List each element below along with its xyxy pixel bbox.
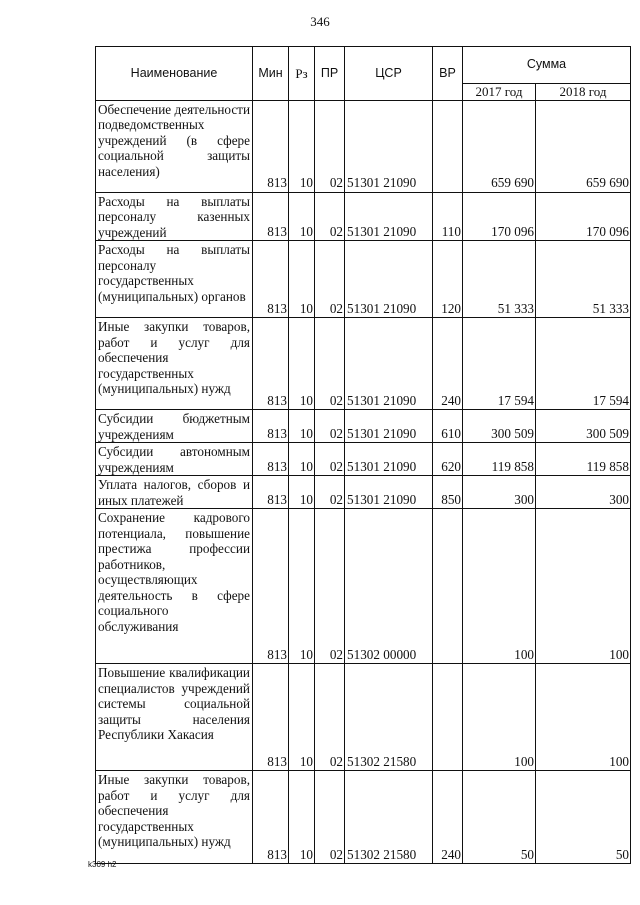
row-sum-2017: 17 594 [463, 318, 536, 410]
row-pr: 02 [315, 476, 345, 509]
row-pr: 02 [315, 771, 345, 864]
row-sum-2018: 100 [536, 509, 631, 664]
row-sum-2018: 17 594 [536, 318, 631, 410]
row-pr: 02 [315, 100, 345, 192]
row-vr: 120 [433, 241, 463, 318]
row-rz: 10 [289, 664, 315, 771]
row-name: Субсидии бюджетным учреждениям [96, 410, 253, 443]
row-name: Повышение квалификации специалистов учреждений системы социальной защиты населения Республики Хакасия [96, 664, 253, 771]
row-rz: 10 [289, 318, 315, 410]
row-sum-2017: 170 096 [463, 192, 536, 241]
row-name: Расходы на выплаты персоналу казенных учреждений [96, 192, 253, 241]
row-vr [433, 100, 463, 192]
row-csr: 51302 21580 [345, 771, 433, 864]
row-sum-2018: 119 858 [536, 443, 631, 476]
table-row [96, 410, 631, 443]
table-row [96, 443, 631, 476]
row-sum-2017: 50 [463, 771, 536, 864]
header-name: Наименование [96, 47, 253, 101]
row-sum-2018: 51 333 [536, 241, 631, 318]
row-rz: 10 [289, 509, 315, 664]
row-csr: 51302 21580 [345, 664, 433, 771]
table-row [96, 476, 631, 509]
row-rz: 10 [289, 100, 315, 192]
budget-table [95, 46, 631, 864]
row-sum-2017: 100 [463, 509, 536, 664]
table-row [96, 509, 631, 664]
row-vr [433, 509, 463, 664]
row-csr: 51301 21090 [345, 443, 433, 476]
table-row [96, 664, 631, 771]
row-vr: 850 [433, 476, 463, 509]
row-vr: 620 [433, 443, 463, 476]
row-name: Иные закупки товаров, работ и услуг для обеспечения государственных (муниципальных) нужд [96, 771, 253, 864]
header-csr: ЦСР [345, 47, 433, 101]
row-pr: 02 [315, 318, 345, 410]
row-sum-2018: 659 690 [536, 100, 631, 192]
table-row [96, 192, 631, 241]
row-pr: 02 [315, 192, 345, 241]
row-min: 813 [253, 318, 289, 410]
row-pr: 02 [315, 443, 345, 476]
header-rz: Рз [289, 47, 315, 101]
row-rz: 10 [289, 410, 315, 443]
row-name: Сохранение кадрового потенциала, повышение престижа профессии работников, осуществляющих деятельность в сфере социального обслуживания [96, 509, 253, 664]
table-row [96, 241, 631, 318]
row-vr: 240 [433, 771, 463, 864]
row-csr: 51301 21090 [345, 241, 433, 318]
row-pr: 02 [315, 509, 345, 664]
row-rz: 10 [289, 771, 315, 864]
header-year-2018: 2018 год [536, 84, 631, 101]
row-vr: 610 [433, 410, 463, 443]
row-csr: 51301 21090 [345, 318, 433, 410]
row-csr: 51301 21090 [345, 476, 433, 509]
header-year-2017: 2017 год [463, 84, 536, 101]
row-name: Расходы на выплаты персоналу государственных (муниципальных) органов [96, 241, 253, 318]
row-vr: 110 [433, 192, 463, 241]
header-min: Мин [253, 47, 289, 101]
row-sum-2018: 50 [536, 771, 631, 864]
row-min: 813 [253, 476, 289, 509]
row-csr: 51301 21090 [345, 192, 433, 241]
row-min: 813 [253, 509, 289, 664]
row-name: Обеспечение деятельности подведомственных учреждений (в сфере социальной защиты населения) [96, 100, 253, 192]
row-name: Уплата налогов, сборов и иных платежей [96, 476, 253, 509]
row-vr [433, 664, 463, 771]
row-sum-2018: 100 [536, 664, 631, 771]
footer-code: k309 h2 [88, 860, 117, 869]
row-min: 813 [253, 100, 289, 192]
row-name: Иные закупки товаров, работ и услуг для обеспечения государственных (муниципальных) нужд [96, 318, 253, 410]
row-min: 813 [253, 664, 289, 771]
row-pr: 02 [315, 241, 345, 318]
header-pr: ПР [315, 47, 345, 101]
row-csr: 51301 21090 [345, 410, 433, 443]
row-min: 813 [253, 241, 289, 318]
row-pr: 02 [315, 410, 345, 443]
row-rz: 10 [289, 241, 315, 318]
row-csr: 51301 21090 [345, 100, 433, 192]
row-sum-2017: 119 858 [463, 443, 536, 476]
row-sum-2017: 659 690 [463, 100, 536, 192]
table-row [96, 771, 631, 864]
header-sum: Сумма [463, 47, 631, 84]
row-csr: 51302 00000 [345, 509, 433, 664]
header-vr: ВР [433, 47, 463, 101]
row-min: 813 [253, 410, 289, 443]
row-sum-2018: 170 096 [536, 192, 631, 241]
row-rz: 10 [289, 443, 315, 476]
row-name: Субсидии автономным учреждениям [96, 443, 253, 476]
row-sum-2018: 300 509 [536, 410, 631, 443]
row-sum-2017: 100 [463, 664, 536, 771]
row-sum-2017: 51 333 [463, 241, 536, 318]
row-min: 813 [253, 192, 289, 241]
table-row [96, 318, 631, 410]
table-row [96, 100, 631, 192]
row-pr: 02 [315, 664, 345, 771]
row-rz: 10 [289, 192, 315, 241]
row-sum-2017: 300 [463, 476, 536, 509]
row-vr: 240 [433, 318, 463, 410]
row-min: 813 [253, 771, 289, 864]
row-sum-2018: 300 [536, 476, 631, 509]
row-min: 813 [253, 443, 289, 476]
row-rz: 10 [289, 476, 315, 509]
row-sum-2017: 300 509 [463, 410, 536, 443]
page-number: 346 [310, 14, 330, 29]
